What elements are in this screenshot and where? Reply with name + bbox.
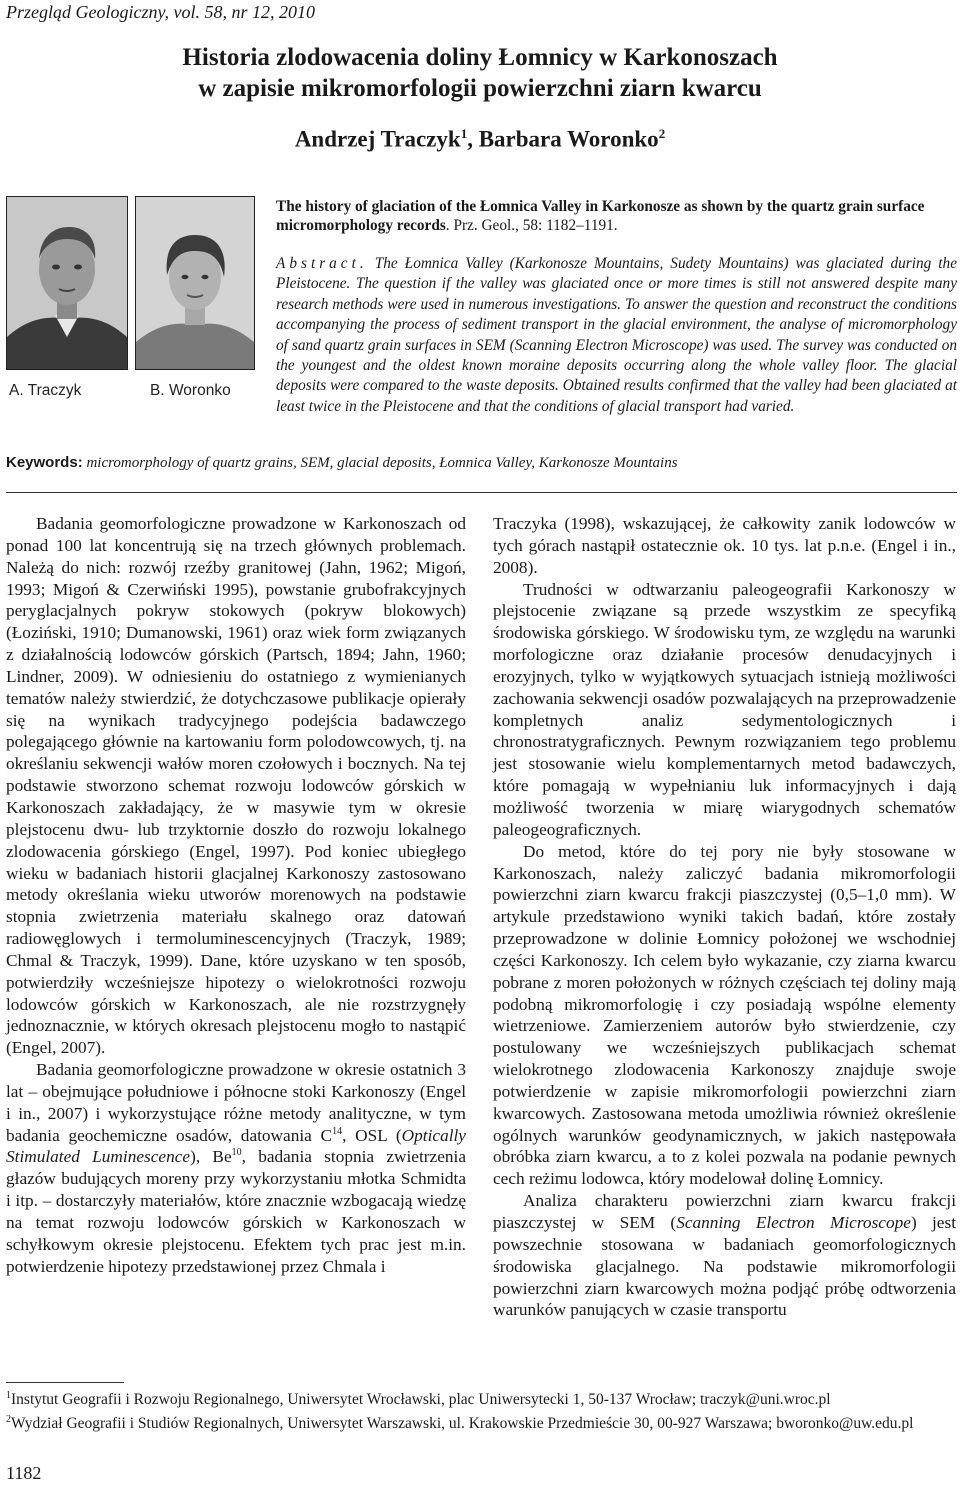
page-number: 1182: [6, 1463, 42, 1483]
author-photo-woronko: [135, 196, 255, 370]
author-1-affiliation: 1: [460, 126, 468, 141]
right-paragraph-2: Do metod, które do tej pory nie były stosowane w Karkonoszach, należy zaliczyć badania mikromorfologii powierzchni ziarn kwarcu frakcji piaszczystej (0,5–1,0 mm). W artykule przedstawiono wyniki takich badań, które zostały przeprowadzone w dolinie Łomnicy położonej we wschodniej części Karkonoszy. Ich celem było wykazanie, czy ziarna kwarcu pobrane z moren położonych w różnych częściach tej doliny mają podobną mikromorfologię i czy posiadają wspólne elementy wietrzeniowe. Zamierzeniem autorów było stwierdzenie, czy postulowany we wcześniejszych publikacjach schemat wielokrotnego zlodowacenia Karkonoszy znajduje swoje potwierdzenie w zapisie mikromorfologii powierzchni ziarn kwarcowych. Zastosowana metoda umożliwia również określenie ogólnych warunków geodynamicznych, w jakich następowała obróbka ziarn kwarcu, a to z kolei pozwala na podanie pewnych cech reżimu lodowca, który modelował dolinę Łomnicy.: [493, 841, 956, 1189]
author-photo-traczyk: [6, 196, 128, 370]
abstract: [276, 254, 957, 417]
footnote-divider: [6, 1382, 124, 1383]
keywords-label: Keywords:: [6, 454, 83, 471]
right-p3-text-a: Analiza charakteru powierzchni ziarn kwarcu frakcji piaszczystej w SEM (: [493, 1191, 956, 1232]
left-p2-sup-be10: 10: [231, 1147, 242, 1159]
footnote-2-marker: 2: [6, 1414, 11, 1426]
right-paragraph-1: Trudności w odtwarzaniu paleogeografii Karkonoszy w plejstocenie związane są przede wszystkim ze specyfiką środowiska górskiego. W środowisku tym, ze względu na warunki morfologiczne oraz działanie procesów denudacyjnych i erozyjnych, tylko w wyjątkowych sytuacjach istnieją możliwości zachowania sekwencji osadów pozwalających na przeprowadzenie kompletnych analiz sedymentologicznych i chronostratygraficznych. Pewnym rozwiązaniem tego problemu jest stosowanie wielu komplementarnych metod badawczych, które pomagają w wypełnianiu luk informacyjnych i dają możliwość tworzenia w miarę wiarygodnych schematów paleogeograficznych.: [493, 579, 956, 839]
footnotes: [6, 1386, 957, 1434]
title-line-1: Historia zlodowacenia doliny Łomnicy w Karkonoszach: [182, 44, 778, 71]
title-line-2: w zapisie mikromorfologii powierzchni ziarn kwarcu: [198, 75, 762, 102]
english-title: The history of glaciation of the Łomnica Valley in Karkonosze as shown by the quartz grain surface micromorphology records: [276, 198, 925, 234]
body-right-column: [493, 513, 956, 1321]
abstract-heading: Abstract.: [276, 255, 368, 272]
english-citation: [276, 197, 957, 235]
photo-caption-traczyk: A. Traczyk: [9, 382, 82, 399]
left-paragraph-2: [6, 1059, 466, 1277]
right-p3-italic: Scanning Electron Microscope: [676, 1213, 911, 1232]
section-divider: [6, 492, 957, 493]
author-1: Andrzej Traczyk: [294, 126, 461, 152]
author-separator: ,: [467, 126, 479, 152]
footnote-1-text: Instytut Geografii i Rozwoju Regionalnego, Uniwersytet Wrocławski, plac Uniwersytecki 1, 50-137 Wrocław; traczyk@uni.wroc.pl: [11, 1391, 831, 1409]
author-2-affiliation: 2: [658, 126, 666, 141]
footnote-1: [6, 1386, 957, 1410]
keywords-text: micromorphology of quartz grains, SEM, glacial deposits, Łomnica Valley, Karkonosze Mountains: [82, 455, 678, 471]
right-paragraph-3: [493, 1190, 956, 1321]
footnote-1-marker: 1: [6, 1390, 11, 1401]
left-p2-text-d: , badania stopnia zwietrzenia głazów budujących moreny przy wykorzystaniu młotka Schmidta i itp. – dostarczyły materiałów, które znacznie wzbogacają wiedzę na temat rozwoju lodowców górskich w Karkonoszach w schyłkowym okresie plejstocenu. Efektem tych prac jest m.in. potwierdzenie hipotezy przedstawionej przez Chmala i: [6, 1147, 466, 1276]
left-paragraph-1: Badania geomorfologiczne prowadzone w Karkonoszach od ponad 100 lat koncentrują się na trzech głównych problemach. Należą do nich: rozwój rzeźby granitowej (Jahn, 1962; Migoń, 1993; Migoń & Czerwiński 1995), powstanie grubofrakcyjnych peryglacjalnych pokryw stokowych (pokryw blokowych) (Łoziński, 1910; Dumanowski, 1961) oraz wiek form związanych z działalnością lodowców górskich (Partsch, 1894; Jahn, 1960; Lindner, 2009). W odniesieniu do ostatniego z wymienianych tematów należy stwierdzić, że dotychczasowe publikacje opierały się na wynikach tradycyjnego podejścia badawczego polegającego głównie na kartowaniu form polodowcowych, tj. na określaniu sekwencji wałów moren czołowych i bocznych. Na tej podstawie stworzono schemat rozwoju lodowców górskich w Karkonoszach zakładający, że w masywie tym w okresie plejstocenu dwu- lub trzyktornie doszło do rozwoju lokalnego zlodowacenia górskiego (Engel, 1997). Pod koniec ubiegłego wieku w badaniach historii glacjalnej Karkonoszy zastosowano metody określania wieku utworów morenowych na podstawie stopnia zwietrzenia materiału skalnego oraz datowań radiowęglowych i termoluminescencyjnych (Traczyk, 1989; Chmal & Traczyk, 1999). Dane, które uzyskano w ten sposób, potwierdziły wcześniejsze hipotezy o wielokrotności rozwoju lodowców górskich w Karkonoszach, ale nie rozstrzygnęły jednoznacznie, w których okresach plejstocenu mogło to nastąpić (Engel, 2007).: [6, 514, 466, 1058]
left-p2-text-a: Badania geomorfologiczne prowadzone w okresie ostatnich 3 lat – obejmujące południowe i północne stoki Karkonoszy (Engel i in., 2007) i wykorzystujące różne metody analityczne, w tym badania geochemiczne osadów, datowania C: [6, 1060, 466, 1145]
abstract-text: The Łomnica Valley (Karkonosze Mountains, Sudety Mountains) was glaciated during the Pleistocene. The question if the valley was glaciated once or more times is still not answered despite many research methods were used in numerous investigations. To answer the question and reconstruct the conditions accompanying the process of sediment transport in the glacial environment, the analyse of micromorphology of sand quartz grain surfaces in SEM (Scanning Electron Microscope) was used. The survey was conducted on the youngest and the oldest known moraine deposits occurring along the whole valley floor. The glacial deposits were compared to the waste deposits. Obtained results confirmed that the valley had been glaciated at least twice in the Pleistocene and that the conditions of glacial transport had varied.: [276, 255, 957, 415]
right-p3-text-b: ) jest powszechnie stosowana w badaniach geomorfologicznych środowiska glacjalnego. Na podstawie mikromorfologii powierzchni ziarn kwarcowych można podjąć próbę odtworzenia warunków panujących w czasie transportu: [493, 1213, 957, 1320]
left-p2-sup-c14: 14: [332, 1125, 343, 1137]
photo-caption-woronko: B. Woronko: [150, 382, 231, 399]
journal-header: Przegląd Geologiczny, vol. 58, nr 12, 2010: [6, 2, 315, 22]
footnote-2-text: Wydział Geografii i Studiów Regionalnych, Uniwersytet Warszawski, ul. Krakowskie Przedmieście 30, 00-927 Warszawa; bworonko@uw.edu.pl: [11, 1415, 914, 1433]
citation-reference: . Prz. Geol., 58: 1182–1191.: [445, 217, 618, 234]
authors-line: [0, 126, 960, 153]
left-p2-text-b: , OSL (: [342, 1125, 402, 1145]
left-p2-text-c: ), Be: [190, 1147, 232, 1167]
author-2: Barbara Woronko: [478, 126, 659, 152]
left-p2-italic: Optically Stimulated Luminescence: [6, 1125, 466, 1167]
right-paragraph-0: Traczyka (1998), wskazującej, że całkowity zanik lodowców w tych górach nastąpił ostatecznie ok. 10 tys. lat p.n.e. (Engel i in., 2008).: [493, 514, 956, 577]
footnote-2: [6, 1410, 957, 1434]
portrait-traczyk-image: [7, 197, 127, 369]
article-title: [0, 42, 960, 104]
keywords: [6, 454, 678, 472]
body-left-column: [6, 513, 466, 1278]
portrait-woronko-image: [136, 197, 254, 369]
